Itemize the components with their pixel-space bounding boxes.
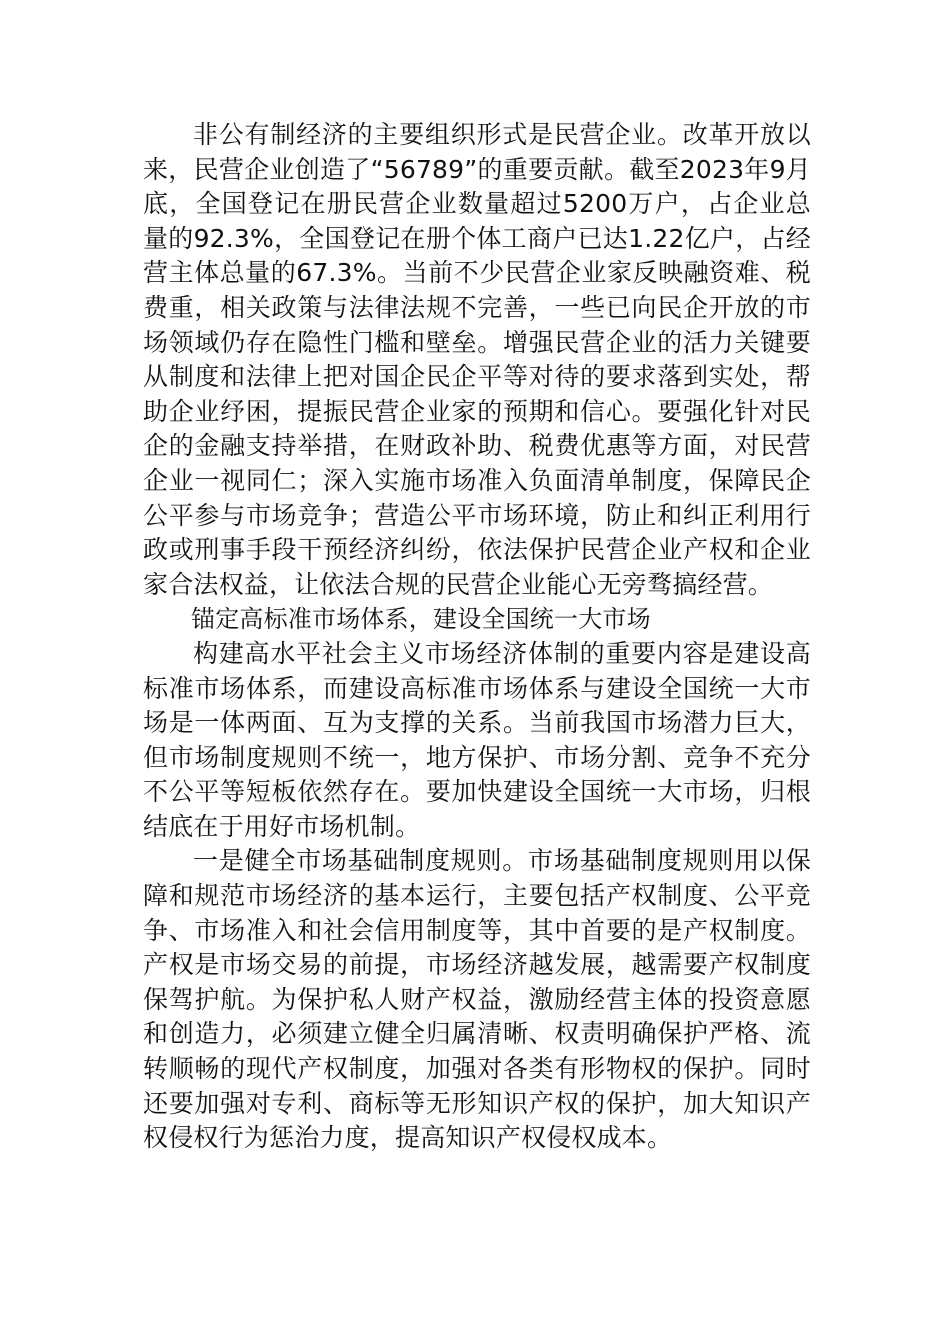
section-heading: 锚定高标准市场体系，建设全国统一大市场 <box>191 605 651 634</box>
paragraph-high-standard-market: 构建高水平社会主义市场经济体制的重要内容是建设高标准市场体系，而建设高标准市场体系与建设全国统一大市场是一体两面、互为支撑的关系。当前我国市场潜力巨大，但市场制度规则不统一，地方保护、市场分割、竞争不充分不公平等短板依然存在。要加快建设全国统一大市场，归根结底在于用好市场机制。 <box>143 638 811 841</box>
paragraph-market-rules: 一是健全市场基础制度规则。市场基础制度规则用以保障和规范市场经济的基本运行，主要包括产权制度、公平竞争、市场准入和社会信用制度等，其中首要的是产权制度。产权是市场交易的前提，市场经济越发展，越需要产权制度保驾护航。为保护私人财产权益，激励经营主体的投资意愿和创造力，必须建立健全归属清晰、权责明确保护严格、流转顺畅的现代产权制度，加强对各类有形物权的保护。同时还要加强对专利、商标等无形知识产权的保护，加大知识产权侵权行为惩治力度，提高知识产权侵权成本。 <box>143 846 811 1153</box>
paragraph-private-enterprises: 非公有制经济的主要组织形式是民营企业。改革开放以来，民营企业创造了“56789”的重要贡献。截至2023年9月底，全国登记在册民营企业数量超过5200万户，占企业总量的92.3%，全国登记在册个体工商户已达1.22亿户，占经营主体总量的67.3%。当前不少民营企业家反映融资难、税费重，相关政策与法律法规不完善，一些已向民企开放的市场领域仍存在隐性门槛和壁垒。增强民营企业的活力关键要从制度和法律上把对国企民企平等对待的要求落到实处，帮助企业纾困，提振民营企业家的预期和信心。要强化针对民企的金融支持举措，在财政补助、税费优惠等方面，对民营企业一视同仁；深入实施市场准入负面清单制度，保障民企公平参与市场竞争；营造公平市场环境，防止和纠正利用行政或刑事手段干预经济纠纷，依法保护民营企业产权和企业家合法权益，让依法合规的民营企业能心无旁骛搞经营。 <box>143 120 811 599</box>
document-page <box>143 118 811 1156</box>
